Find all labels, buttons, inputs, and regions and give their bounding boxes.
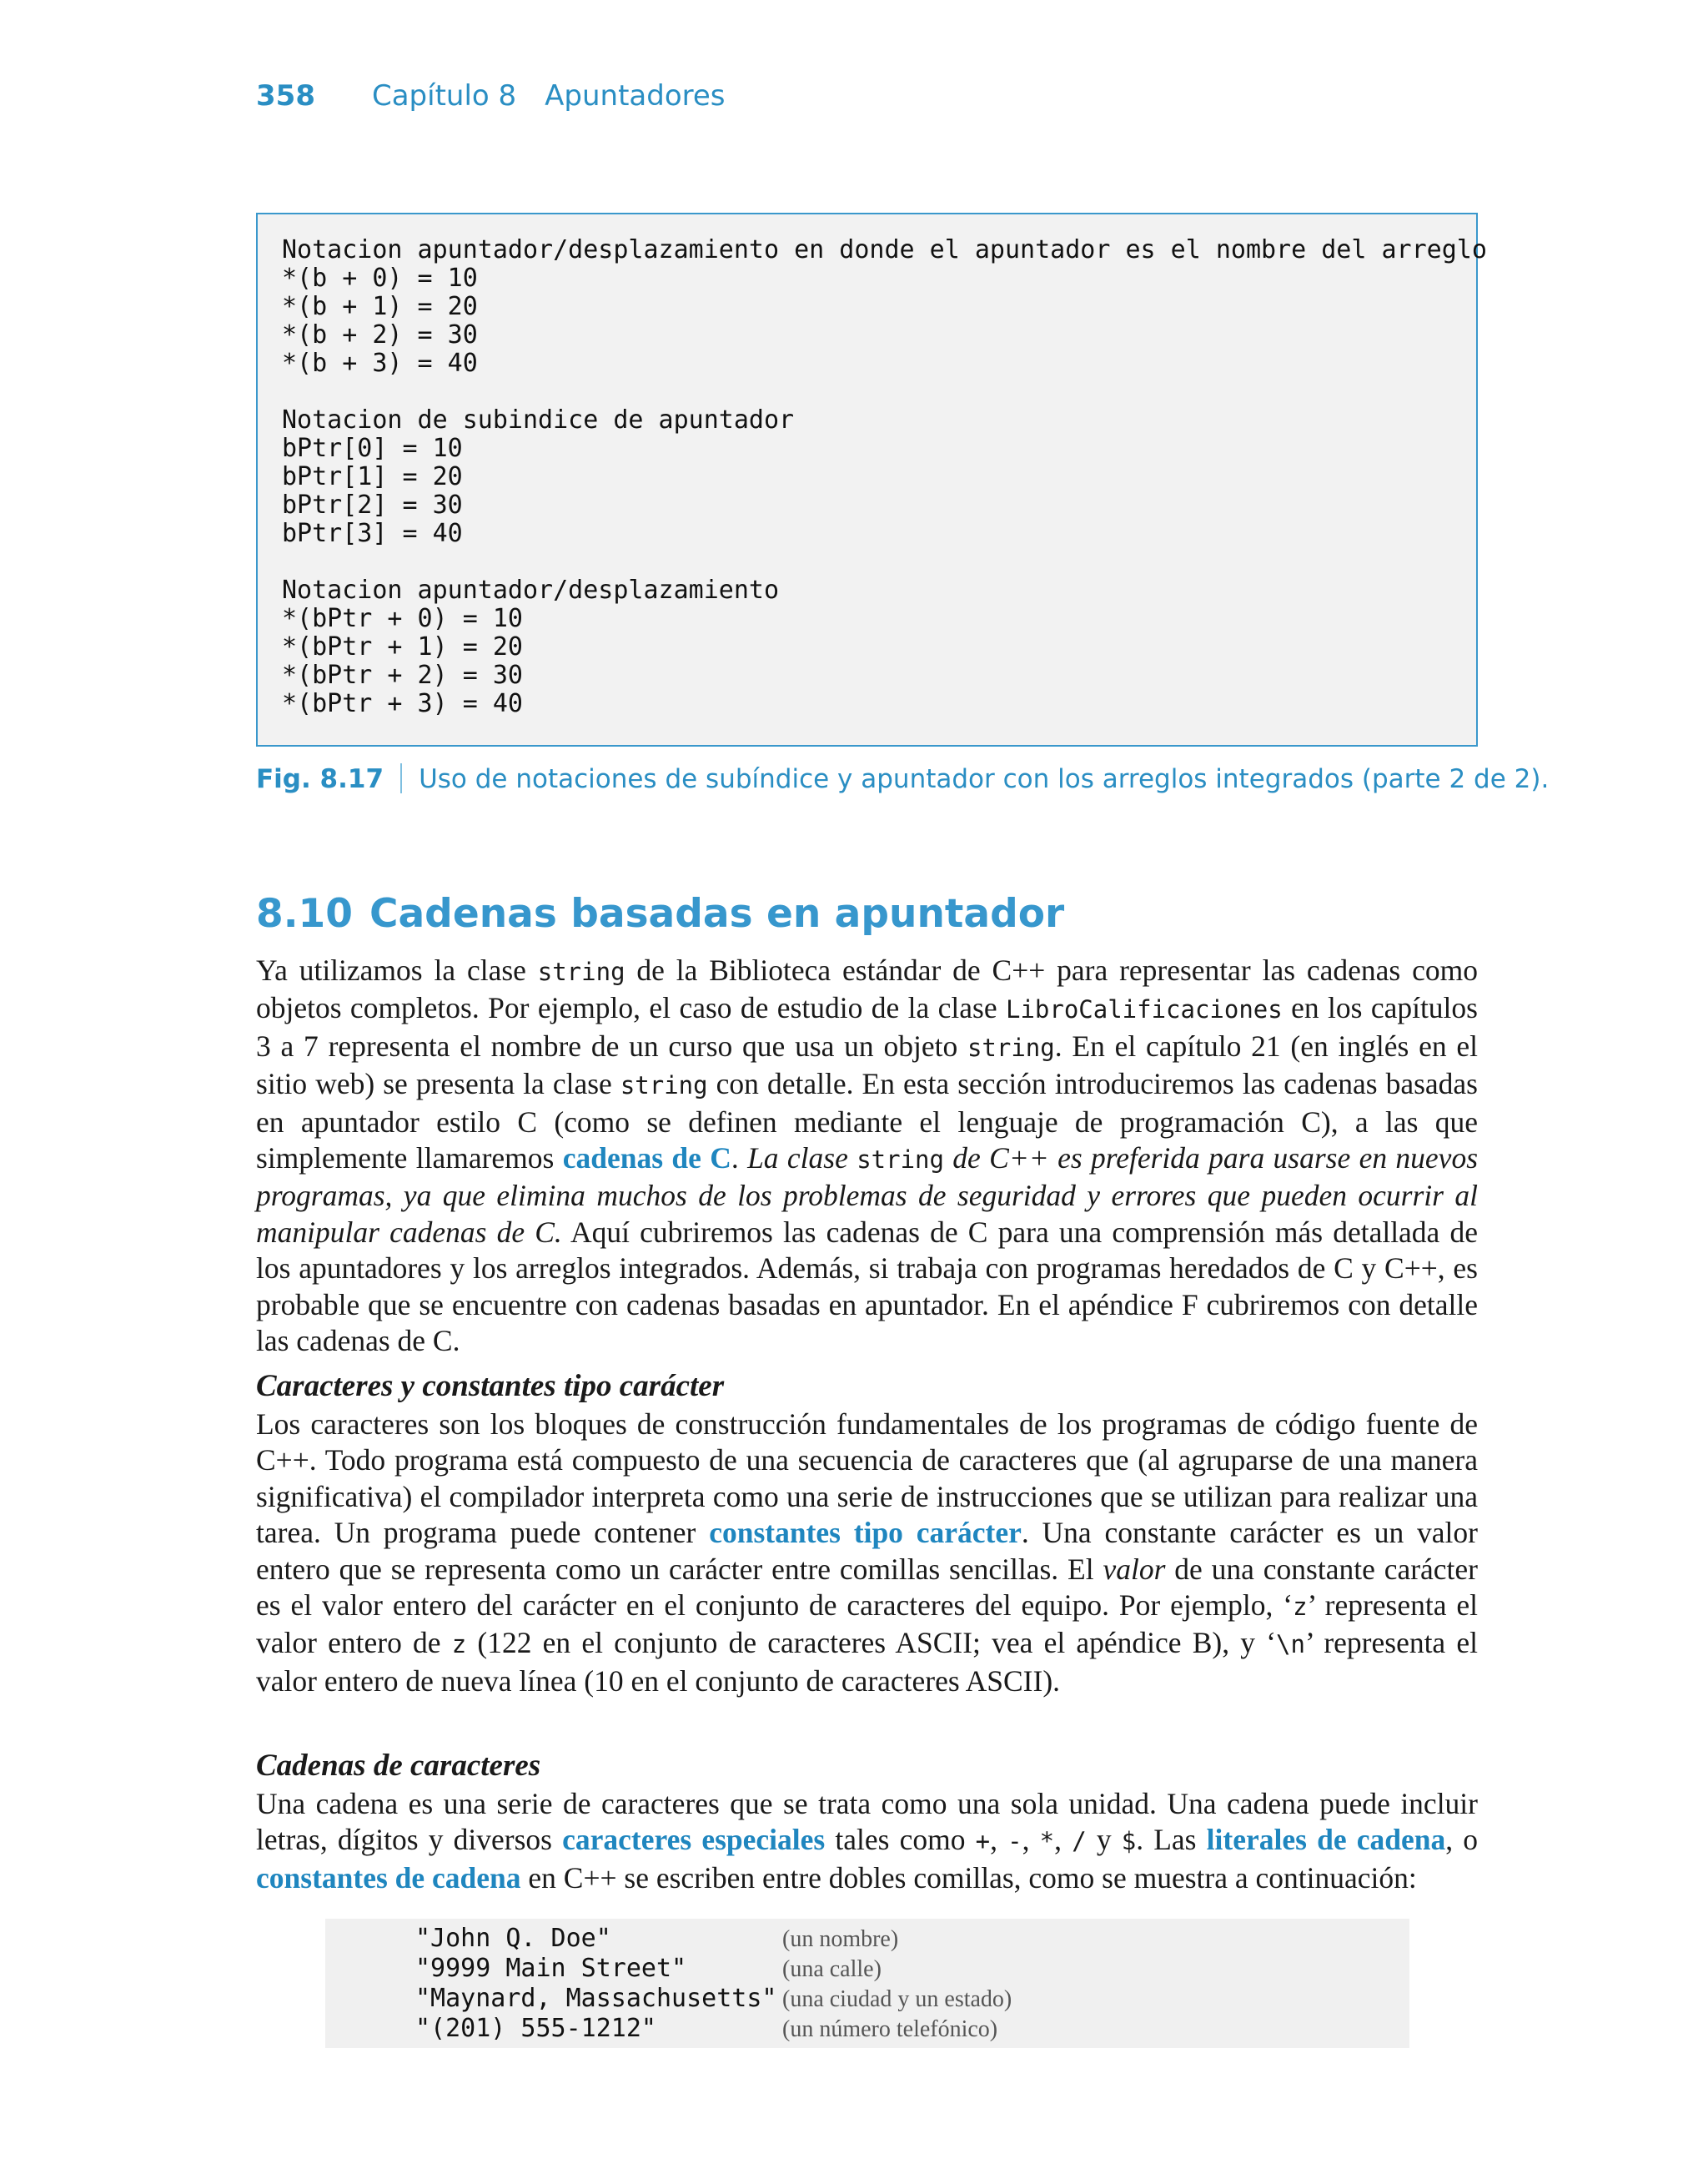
text-run: ,	[990, 1823, 1008, 1857]
text-run: . Las	[1136, 1823, 1207, 1857]
output-line: Notacion de subindice de apuntador	[282, 405, 795, 435]
string-literal: "9999 Main Street"	[415, 1954, 687, 1983]
output-line: *(b + 2) = 30	[282, 320, 478, 350]
chapter-label: Capítulo 8	[371, 79, 517, 113]
string-literal: "John Q. Doe"	[415, 1924, 611, 1953]
section-heading	[256, 891, 1064, 937]
inline-code: $	[1121, 1827, 1137, 1856]
output-line: bPtr[1] = 20	[282, 462, 463, 491]
paragraph-intro	[256, 953, 1478, 1359]
text-run: Una cadena es una serie de caracteres que se trata como una sola unidad. Una cadena puede incluir letras, dígitos y diversos	[256, 1787, 1478, 1857]
text-run: .	[731, 1141, 748, 1175]
output-line: *(bPtr + 1) = 20	[282, 632, 523, 662]
section-title: Cadenas basadas en apuntador	[369, 891, 1065, 937]
caption-divider	[400, 763, 402, 793]
text-run: (122 en el conjunto de caracteres ASCII; vea el apéndice B), y ‘	[466, 1626, 1277, 1660]
key-term: literales de cadena	[1206, 1823, 1446, 1857]
output-line: *(b + 1) = 20	[282, 292, 478, 321]
italic-run: valor	[1103, 1552, 1166, 1586]
output-line: *(bPtr + 0) = 10	[282, 604, 523, 633]
inline-code: \n	[1276, 1630, 1305, 1659]
string-literal-examples	[325, 1919, 1409, 2048]
output-line: bPtr[3] = 40	[282, 519, 463, 548]
output-line: *(bPtr + 3) = 40	[282, 689, 523, 718]
figure-label: Fig. 8.17	[256, 764, 384, 794]
italic-run: La clase	[747, 1141, 857, 1175]
output-line: bPtr[2] = 30	[282, 491, 463, 520]
string-example-row	[415, 2014, 997, 2044]
chapter-title: Apuntadores	[545, 79, 726, 113]
paragraph-characters	[256, 1407, 1478, 1699]
key-term: constantes de cadena	[256, 1860, 521, 1895]
caption-text: Uso de notaciones de subíndice y apuntador con los arreglos integrados (parte 2 de 2).	[419, 764, 1550, 794]
output-line	[282, 378, 1476, 406]
section-number: 8.10	[256, 891, 353, 937]
running-head	[256, 79, 726, 113]
text-run: ,	[1054, 1823, 1073, 1857]
page-number: 358	[256, 79, 315, 113]
key-term: constantes tipo carácter	[709, 1516, 1022, 1550]
output-line: *(b + 0) = 10	[282, 264, 478, 293]
string-note: (un número telefónico)	[782, 2016, 998, 2042]
string-literal: "(201) 555-1212"	[415, 2014, 656, 2043]
output-line: Notacion apuntador/desplazamiento en donde el apuntador es el nombre del arreglo	[282, 235, 1487, 264]
text-run: y	[1086, 1823, 1122, 1857]
figure-caption	[256, 763, 1549, 794]
text-run: ,	[1022, 1823, 1040, 1857]
string-note: (una calle)	[782, 1956, 882, 1982]
text-run: ’ representa el valor entero de	[256, 1588, 1479, 1660]
subsection-heading: Caracteres y constantes tipo carácter	[256, 1369, 725, 1403]
text-run: tales como	[825, 1823, 976, 1857]
text-run: en los capítulos 3 a 7 representa el nombre de un curso que usa un objeto	[256, 991, 1478, 1063]
inline-code: string	[857, 1145, 944, 1175]
output-line: *(b + 3) = 40	[282, 349, 478, 378]
inline-code: string	[967, 1033, 1055, 1062]
italic-run: de C++ es preferida para usarse en nuevos programas, ya que elimina muchos de los problemas de seguridad y errores que pueden ocurrir al manipular cadenas de C.	[256, 1141, 1479, 1249]
string-example-row	[415, 1954, 882, 1984]
key-term: caracteres especiales	[562, 1823, 826, 1857]
text-run: de la Biblioteca estándar de C++ para representar las cadenas como objetos completos. Por ejemplo, el caso de estudio de la clase	[256, 954, 1478, 1025]
inline-code: *	[1039, 1827, 1055, 1856]
output-line	[282, 548, 1476, 576]
inline-code: z	[451, 1630, 467, 1659]
output-line: *(bPtr + 2) = 30	[282, 661, 523, 690]
text-run: ’ representa el valor entero de nueva línea (10 en el conjunto de caracteres ASCII).	[256, 1626, 1479, 1698]
output-line: Notacion apuntador/desplazamiento	[282, 576, 780, 605]
text-run: . Una constante carácter es un valor entero que se representa como un carácter entre comillas sencillas. El	[256, 1516, 1478, 1586]
text-run: Ya utilizamos la clase	[256, 954, 538, 987]
program-output-box	[256, 213, 1487, 747]
inline-code: z	[1293, 1593, 1308, 1622]
inline-code: string	[620, 1071, 708, 1100]
inline-code: +	[975, 1827, 991, 1856]
string-example-row	[415, 1984, 1012, 2014]
string-note: (un nombre)	[782, 1926, 899, 1952]
inline-code: -	[1007, 1827, 1022, 1856]
output-line: bPtr[0] = 10	[282, 434, 463, 463]
text-run: de una constante carácter es el valor entero del carácter en el conjunto de caracteres del equipo. Por ejemplo, ‘	[256, 1552, 1478, 1623]
paragraph-strings	[256, 1786, 1478, 1896]
text-run: con detalle. En esta sección introduciremos las cadenas basadas en apuntador estilo C (como se definen mediante el lenguaje de programación C), a las que simplemente llamaremos	[256, 1067, 1478, 1175]
string-example-row	[415, 1924, 898, 1954]
text-run: Los caracteres son los bloques de construcción fundamentales de los programas de código fuente de C++. Todo programa está compuesto de una secuencia de caracteres que (al agruparse de una manera significativa) el compilador interpreta como una serie de instrucciones que se utilizan para realizar una tarea. Un programa puede contener	[256, 1407, 1478, 1550]
string-note: (una ciudad y un estado)	[782, 1986, 1012, 2012]
inline-code: string	[537, 958, 625, 986]
subsection-heading: Cadenas de caracteres	[256, 1749, 541, 1783]
inline-code: /	[1072, 1827, 1087, 1856]
inline-code: LibroCalificaciones	[1005, 995, 1283, 1024]
string-literal: "Maynard, Massachusetts"	[415, 1984, 777, 2013]
key-term: cadenas de C	[562, 1141, 731, 1175]
text-run: . En el capítulo 21 (en inglés en el sitio web) se presenta la clase	[256, 1029, 1478, 1101]
text-run: Aquí cubriremos las cadenas de C para una comprensión más detallada de los apuntadores y los arreglos integrados. Además, si trabaja con programas heredados de C y C++, es probable que se encuentre con cadenas basadas en apuntador. En el apéndice F cubriremos con detalle las cadenas de C.	[256, 1215, 1478, 1358]
text-run: en C++ se escriben entre dobles comillas, como se muestra a continuación:	[520, 1860, 1417, 1895]
text-run: , o	[1445, 1823, 1479, 1857]
